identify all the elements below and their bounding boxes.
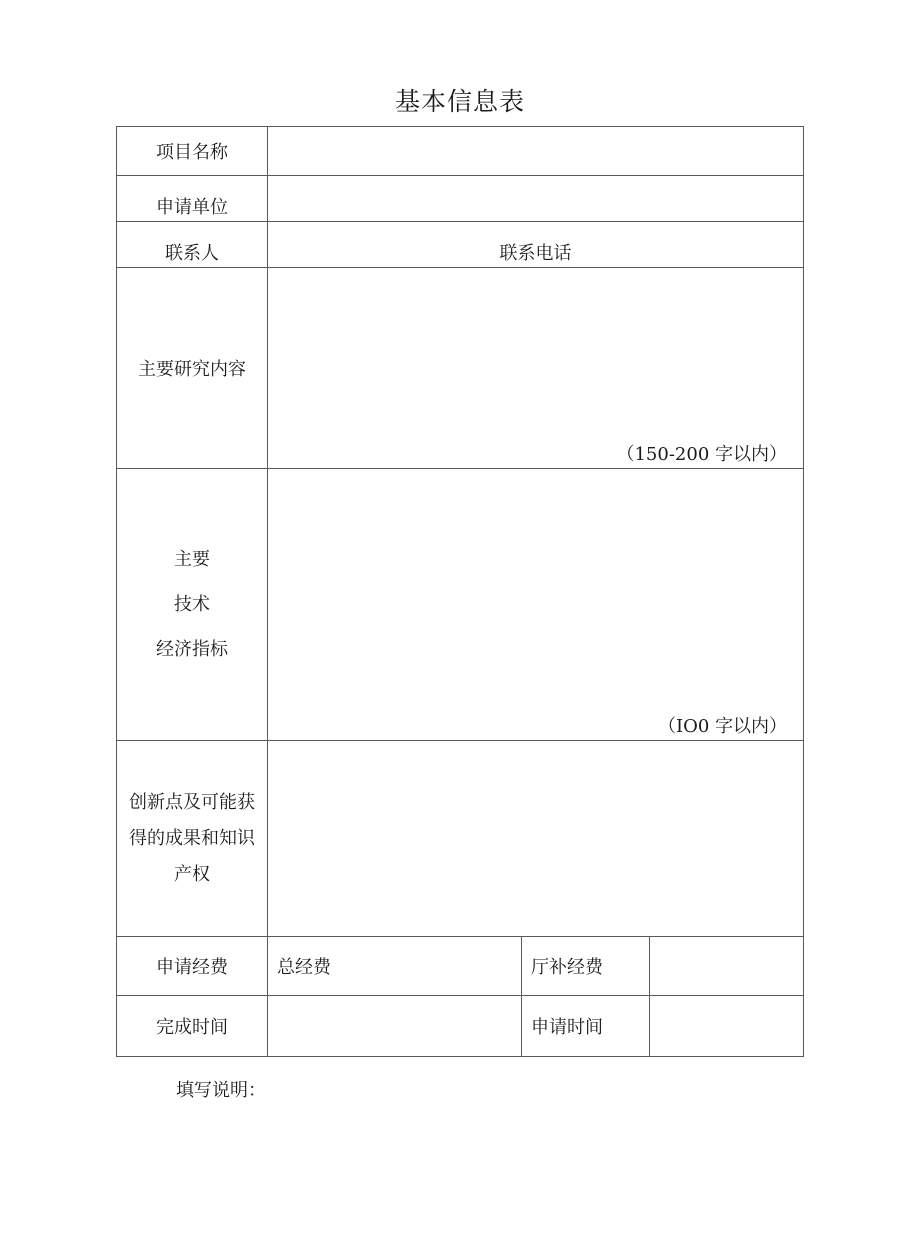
row-time bbox=[117, 996, 804, 1057]
innovation-field[interactable] bbox=[268, 741, 804, 937]
applicant-unit-label: 申请单位 bbox=[117, 176, 268, 222]
research-content-label: 主要研究内容 bbox=[117, 268, 268, 469]
row-research-content bbox=[117, 268, 804, 469]
research-content-hint: （150-200 字以内） bbox=[616, 444, 788, 465]
indicators-field[interactable] bbox=[268, 469, 804, 741]
funding-label: 申请经费 bbox=[117, 937, 268, 996]
basic-info-table bbox=[116, 126, 804, 1057]
row-project-name bbox=[117, 127, 804, 176]
completion-time-label: 完成时间 bbox=[117, 996, 268, 1057]
total-funding-label[interactable]: 总经费 bbox=[268, 937, 522, 996]
application-time-field[interactable] bbox=[650, 996, 804, 1057]
innovation-label-line: 产权 bbox=[174, 863, 210, 885]
dept-subsidy-field[interactable] bbox=[650, 937, 804, 996]
indicators-label-line: 技术 bbox=[174, 594, 210, 615]
row-contact bbox=[117, 222, 804, 268]
page-title: 基本信息表 bbox=[394, 87, 525, 116]
innovation-label-line: 创新点及可能获 bbox=[129, 791, 255, 813]
instructions-label: 填写说明： bbox=[176, 1080, 266, 1101]
research-content-field[interactable] bbox=[268, 268, 804, 469]
row-indicators bbox=[117, 469, 804, 741]
contact-person-label: 联系人 bbox=[117, 222, 268, 268]
project-name-label: 项目名称 bbox=[117, 127, 268, 176]
applicant-unit-field[interactable] bbox=[268, 176, 804, 222]
completion-time-field[interactable] bbox=[268, 996, 522, 1057]
innovation-label bbox=[117, 741, 268, 937]
project-name-field[interactable] bbox=[268, 127, 804, 176]
indicators-label bbox=[117, 469, 268, 741]
indicators-hint: （IO0 字以内） bbox=[657, 716, 788, 737]
application-time-label: 申请时间 bbox=[522, 996, 650, 1057]
innovation-label-line: 得的成果和知识 bbox=[129, 827, 255, 849]
row-innovation bbox=[117, 741, 804, 937]
contact-phone-label[interactable]: 联系电话 bbox=[268, 222, 804, 268]
indicators-label-line: 经济指标 bbox=[156, 639, 228, 660]
indicators-label-line: 主要 bbox=[174, 549, 210, 570]
row-funding bbox=[117, 937, 804, 996]
row-applicant-unit bbox=[117, 176, 804, 222]
dept-subsidy-label: 厅补经费 bbox=[522, 937, 650, 996]
